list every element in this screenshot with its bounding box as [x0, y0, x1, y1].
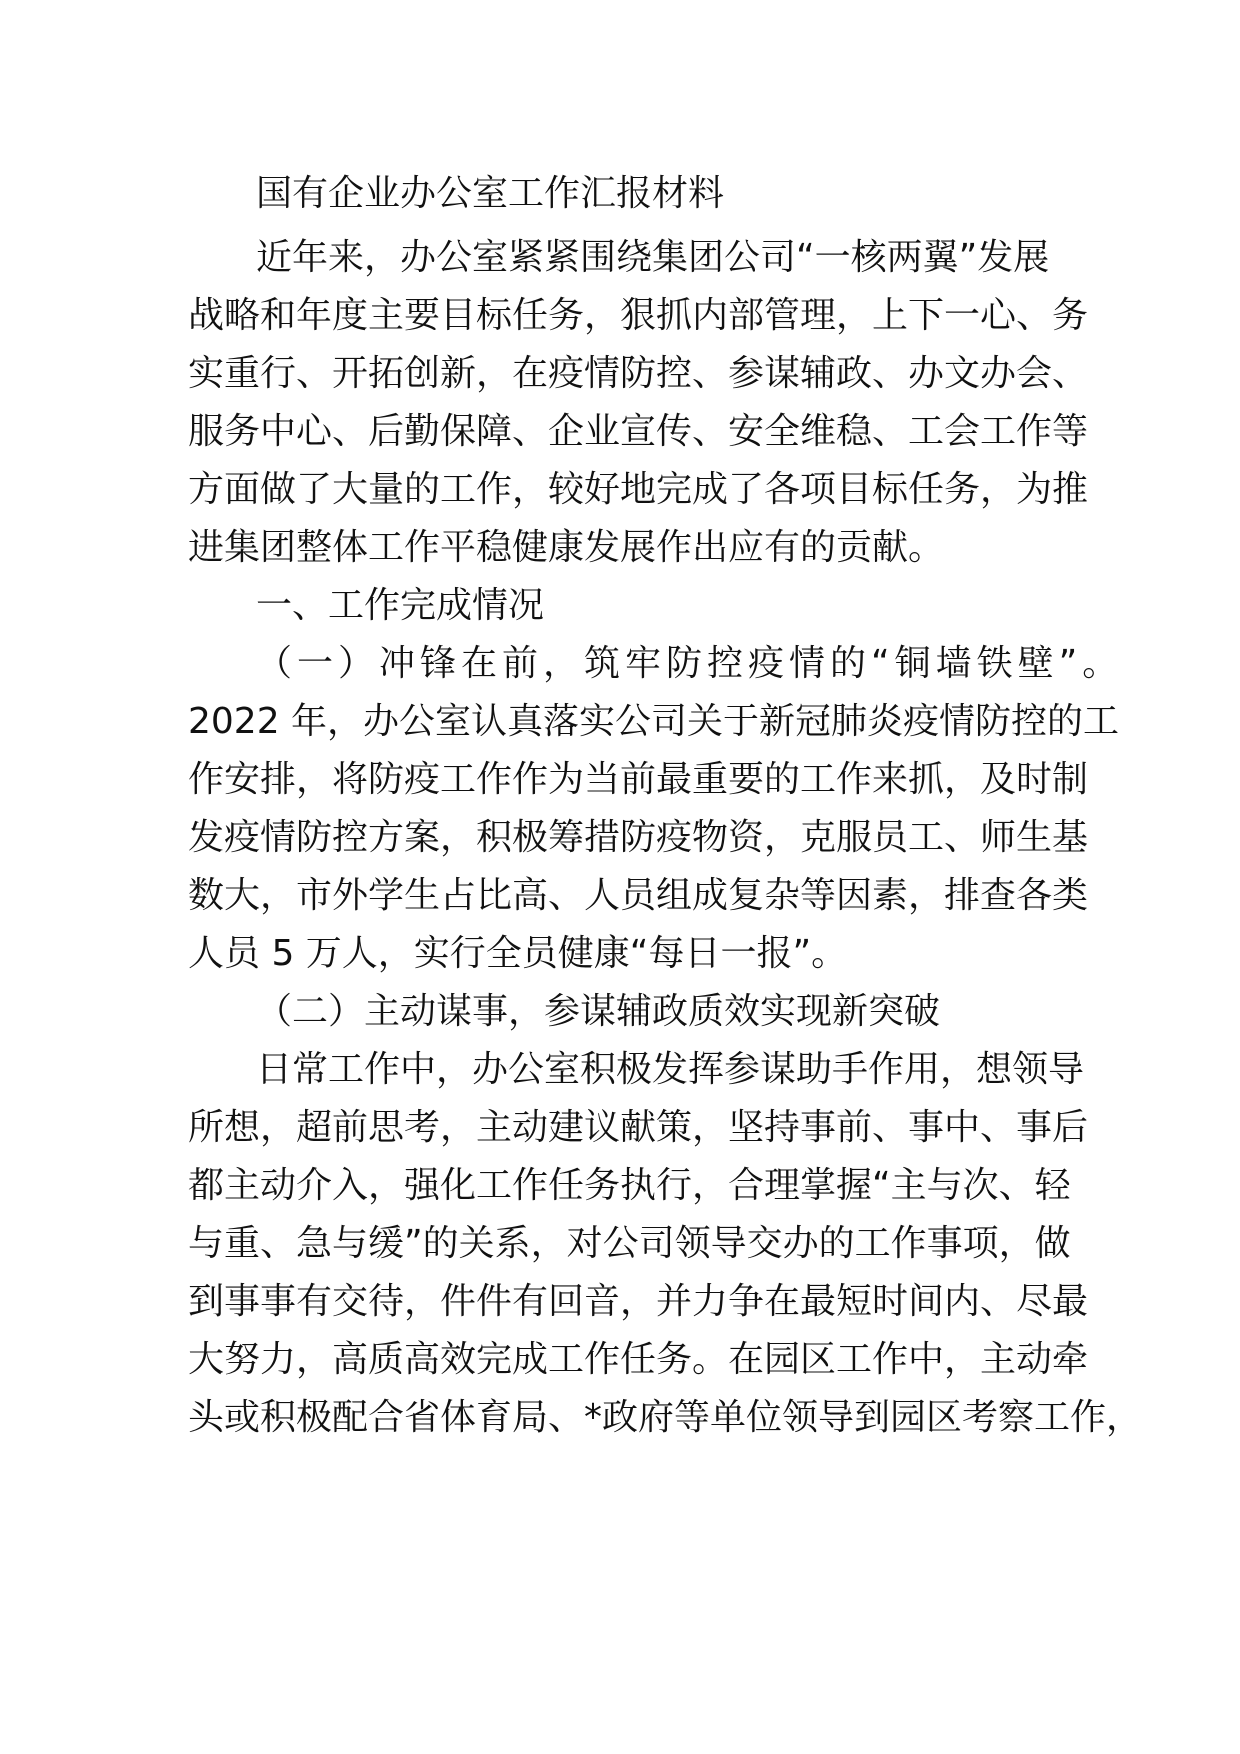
paragraph-1-line-6: 进集团整体工作平稳健康发展作出应有的贡献。 — [188, 527, 945, 568]
document-title: 国有企业办公室工作汇报材料 — [256, 173, 725, 214]
paragraph-3-line-4: 与重、急与缓”的关系，对公司领导交办的工作事项，做 — [188, 1223, 1071, 1264]
paragraph-1-line-1: 近年来，办公室紧紧围绕集团公司“一核两翼”发展 — [256, 237, 1050, 278]
paragraph-2-line-4: 发疫情防控方案，积极筹措防疫物资，克服员工、师生基 — [188, 817, 1089, 858]
section-heading-1: 一、工作完成情况 — [256, 585, 545, 626]
paragraph-3-line-1: 日常工作中，办公室积极发挥参谋助手作用，想领导 — [256, 1049, 1085, 1090]
paragraph-1-line-3: 实重行、开拓创新，在疫情防控、参谋辅政、办文办会、 — [188, 353, 1089, 394]
paragraph-2-line-3: 作安排，将防疫工作作为当前最重要的工作来抓，及时制 — [188, 759, 1089, 800]
paragraph-1-line-2: 战略和年度主要目标任务，狠抓内部管理，上下一心、务 — [188, 295, 1089, 336]
paragraph-2-line-5: 数大，市外学生占比高、人员组成复杂等因素，排查各类 — [188, 875, 1089, 916]
paragraph-3-line-5: 到事事有交待，件件有回音，并力争在最短时间内、尽最 — [188, 1281, 1089, 1322]
paragraph-1-line-5: 方面做了大量的工作，较好地完成了各项目标任务，为推 — [188, 469, 1089, 510]
paragraph-2-line-6: 人员 5 万人，实行全员健康“每日一报”。 — [188, 933, 848, 974]
subsection-heading-2: （二）主动谋事，参谋辅政质效实现新突破 — [256, 991, 941, 1032]
subsection-heading-1: （一）冲锋在前，筑牢防控疫情的“铜墙铁壁”。 — [256, 643, 1124, 684]
paragraph-2-line-2: 2022 年，办公室认真落实公司关于新冠肺炎疫情防控的工 — [188, 701, 1120, 742]
paragraph-3-line-7: 头或积极配合省体育局、*政府等单位领导到园区考察工作， — [188, 1397, 1143, 1438]
paragraph-3-line-2: 所想，超前思考，主动建议献策，坚持事前、事中、事后 — [188, 1107, 1089, 1148]
paragraph-3-line-6: 大努力，高质高效完成工作任务。在园区工作中，主动牵 — [188, 1339, 1089, 1380]
paragraph-1-line-4: 服务中心、后勤保障、企业宣传、安全维稳、工会工作等 — [188, 411, 1089, 452]
paragraph-3-line-3: 都主动介入，强化工作任务执行，合理掌握“主与次、轻 — [188, 1165, 1071, 1206]
